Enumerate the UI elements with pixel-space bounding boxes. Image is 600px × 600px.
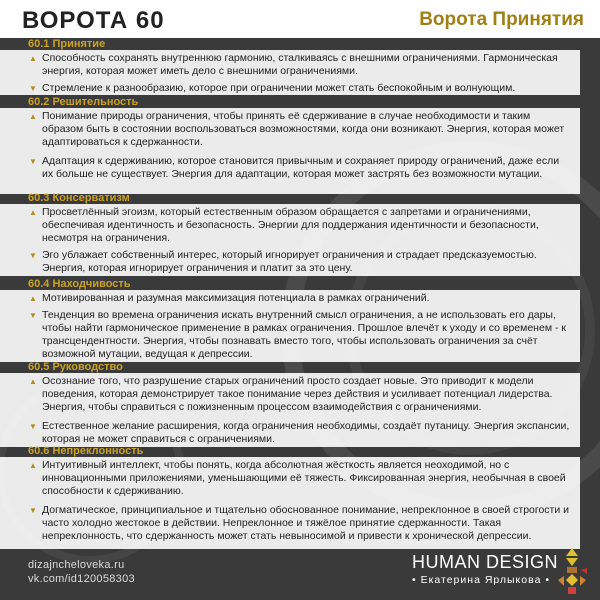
arrow-up-icon: ▲: [29, 112, 37, 121]
arrow-down-icon: ▼: [29, 251, 37, 260]
arrow-up-icon: ▲: [29, 208, 37, 217]
page-subtitle: Ворота Принятия: [419, 9, 584, 30]
line-6-positive: Интуитивный интеллект, чтобы понять, когда абсолютная жёсткость является неоходимой, но с инновационными приложениями, уменьшающими её тяжесть. Фиксированная энергия, необычная в своей способности к сдерживанию.: [42, 459, 566, 497]
author-name: • Екатерина Ярлыкова •: [412, 574, 551, 586]
line-4-positive: Мотивированная и разумная максимизация потенциала в рамках ограничений.: [42, 292, 430, 304]
line-4-negative: Тенденция во времена ограничения искать внутренний смысл ограничения, а не использовать его дары, чтобы найти гармоническое применение в рамках ограничения. Прошлое влечёт к уходу и со временем - к трансцендентности. Энергия, чтобы познавать вместо того, чтобы использовать ограничения за счёт возможной мутации, ведущая к депрессии.: [42, 309, 566, 360]
arrow-down-icon: ▼: [29, 84, 37, 93]
bodygraph-icon: [554, 546, 590, 596]
arrow-up-icon: ▲: [29, 54, 37, 63]
line-heading-5: 60.5 Руководство: [28, 361, 123, 373]
line-3-negative: Эго ублажает собственный интерес, который игнорирует ограничения и страдает предсказуемостью. Энергия, которая игнорирует ограничения и платит за это цену.: [42, 249, 537, 274]
line-heading-2: 60.2 Решительность: [28, 96, 139, 108]
arrow-down-icon: ▼: [29, 157, 37, 166]
line-heading-1: 60.1 Принятие: [28, 38, 106, 50]
arrow-down-icon: ▼: [29, 422, 37, 431]
brand-title: HUMAN DESIGN: [412, 552, 559, 572]
line-3-positive: Просветлённый эгоизм, который естественным образом обращается с запретами и ограничениями, обеспечивая идентичность и безопасность. Энергии для поддержания идентичности и безопасности, несмотря на ограничения.: [42, 206, 539, 244]
line-1-negative: Стремление к разнообразию, которое при ограничении может стать беспокойным и волнующим.: [42, 82, 516, 94]
arrow-down-icon: ▼: [29, 506, 37, 515]
line-heading-4: 60.4 Находчивость: [28, 278, 131, 290]
line-1-positive: Способность сохранять внутреннюю гармонию, сталкиваясь с внешними ограничениями. Гармоническая энергия, которая может иметь дело с внешними ограничениями.: [42, 52, 558, 77]
line-2-positive: Понимание природы ограничения, чтобы принять её сдерживание в случае необходимости и таким образом быть в состоянии воспользоваться возможностями, когда они возникают. Энергия, которая может адаптироваться к сдержанности.: [42, 110, 565, 148]
site-link[interactable]: dizajncheloveka.ru: [28, 559, 125, 571]
line-4-box: [0, 290, 580, 362]
line-1-box: [0, 50, 580, 95]
page-title: ВОРОТА 60: [22, 7, 165, 34]
line-5-negative: Естественное желание расширения, когда ограничения необходимы, создаёт путаницу. Энергия экспансии, которая не может справиться с ограничениями.: [42, 420, 570, 445]
line-3-box: [0, 204, 580, 276]
line-2-box: [0, 108, 580, 194]
line-6-box: [0, 457, 580, 549]
line-5-box: [0, 373, 580, 447]
arrow-up-icon: ▲: [29, 461, 37, 470]
arrow-down-icon: ▼: [29, 311, 37, 320]
footer-contacts: [28, 558, 135, 586]
line-heading-3: 60.3 Консерватизм: [28, 192, 130, 204]
page-header: [0, 0, 600, 38]
line-heading-6: 60.6 Непреклонность: [28, 445, 144, 457]
line-6-negative: Догматическое, принципиальное и тщательно обоснованное понимание, непреклонное в своей строгости и часто холодно жестокое в действии. Непреклонное и тяжёлое принятие сдержанности. Такая непреклонность, что сдержанность может стать невыносимой и привести к хронической депрессии.: [42, 504, 570, 542]
vk-link[interactable]: vk.com/id120058303: [28, 573, 135, 585]
line-2-negative: Адаптация к сдерживанию, которое становится привычным и сохраняет природу ограничений, даже если их больше не существует. Энергия для адаптации, которая может застрять без возможности мутации.: [42, 155, 560, 180]
arrow-up-icon: ▲: [29, 294, 37, 303]
line-5-positive: Осознание того, что разрушение старых ограничений просто создает новые. Это приводит к модели поведения, которая демонстрирует такое понимание через действия и усиливает потенциал лидерства. Энергия, чтобы справиться с пожизненным процессом взаимодействия с ограничениями.: [42, 375, 553, 413]
arrow-up-icon: ▲: [29, 377, 37, 386]
